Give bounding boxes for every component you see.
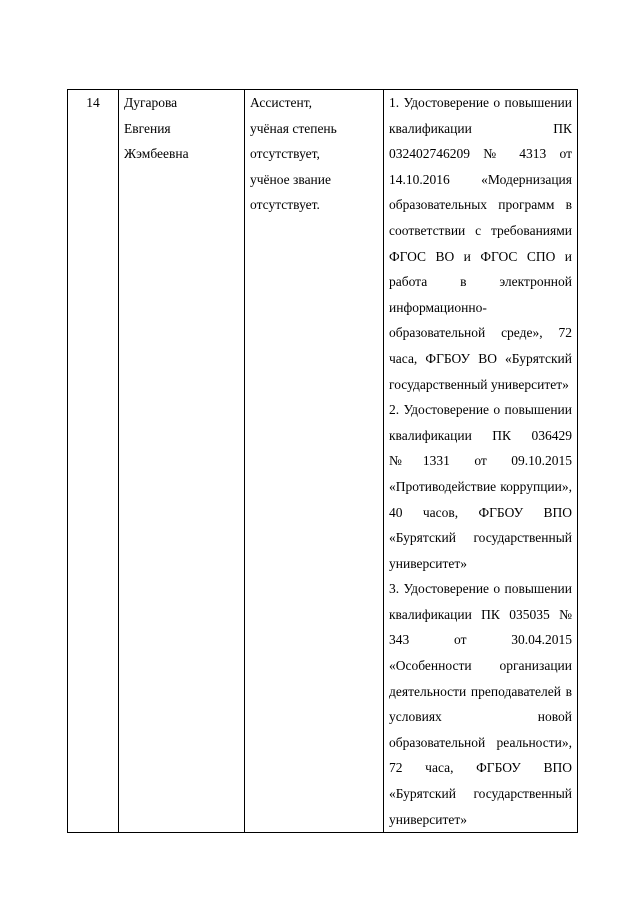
position-line: учёное звание [250, 171, 331, 187]
qualification-cell [384, 90, 578, 833]
employee-first-name: Евгения [124, 120, 171, 136]
qualification-item: 2. Удостоверение о повышении квалификации ПК 036429 №1331 от 09.10.2015 «Противодействие коррупции», 40 часов, ФГБОУ ВПО «Бурятский государственный университет» [389, 402, 572, 571]
qualification-item: 3. Удостоверение о повышении квалификации ПК 035035 № 343 от 30.04.2015 «Особенности организации деятельности преподавателей в условиях новой образовательной реальности», 72 часа, ФГБОУ ВПО «Бурятский государственный университет» [389, 581, 572, 827]
row-number-cell [68, 90, 119, 833]
position-line: учёная степень [250, 120, 337, 136]
position-line: отсутствует, [250, 146, 320, 162]
staff-table [67, 89, 578, 833]
table-row [68, 90, 578, 833]
employee-name-cell [119, 90, 245, 833]
employee-surname: Дугарова [124, 95, 178, 110]
row-number: 14 [86, 95, 100, 110]
position-line: Ассистент, [250, 95, 312, 110]
qualification-item: 1. Удостоверение о повышении квалификации ПК 032402746209 № 4313 от 14.10.2016 «Модернизация образовательных программ в соответствии с требованиями ФГОС ВО и ФГОС СПО и работа в электронной информационно-образовательной среде», 72 часа, ФГБОУ ВО «Бурятский государственный университет» [389, 95, 572, 392]
position-line: отсутствует. [250, 197, 320, 213]
employee-patronymic: Жэмбеевна [124, 146, 189, 162]
position-cell [245, 90, 384, 833]
